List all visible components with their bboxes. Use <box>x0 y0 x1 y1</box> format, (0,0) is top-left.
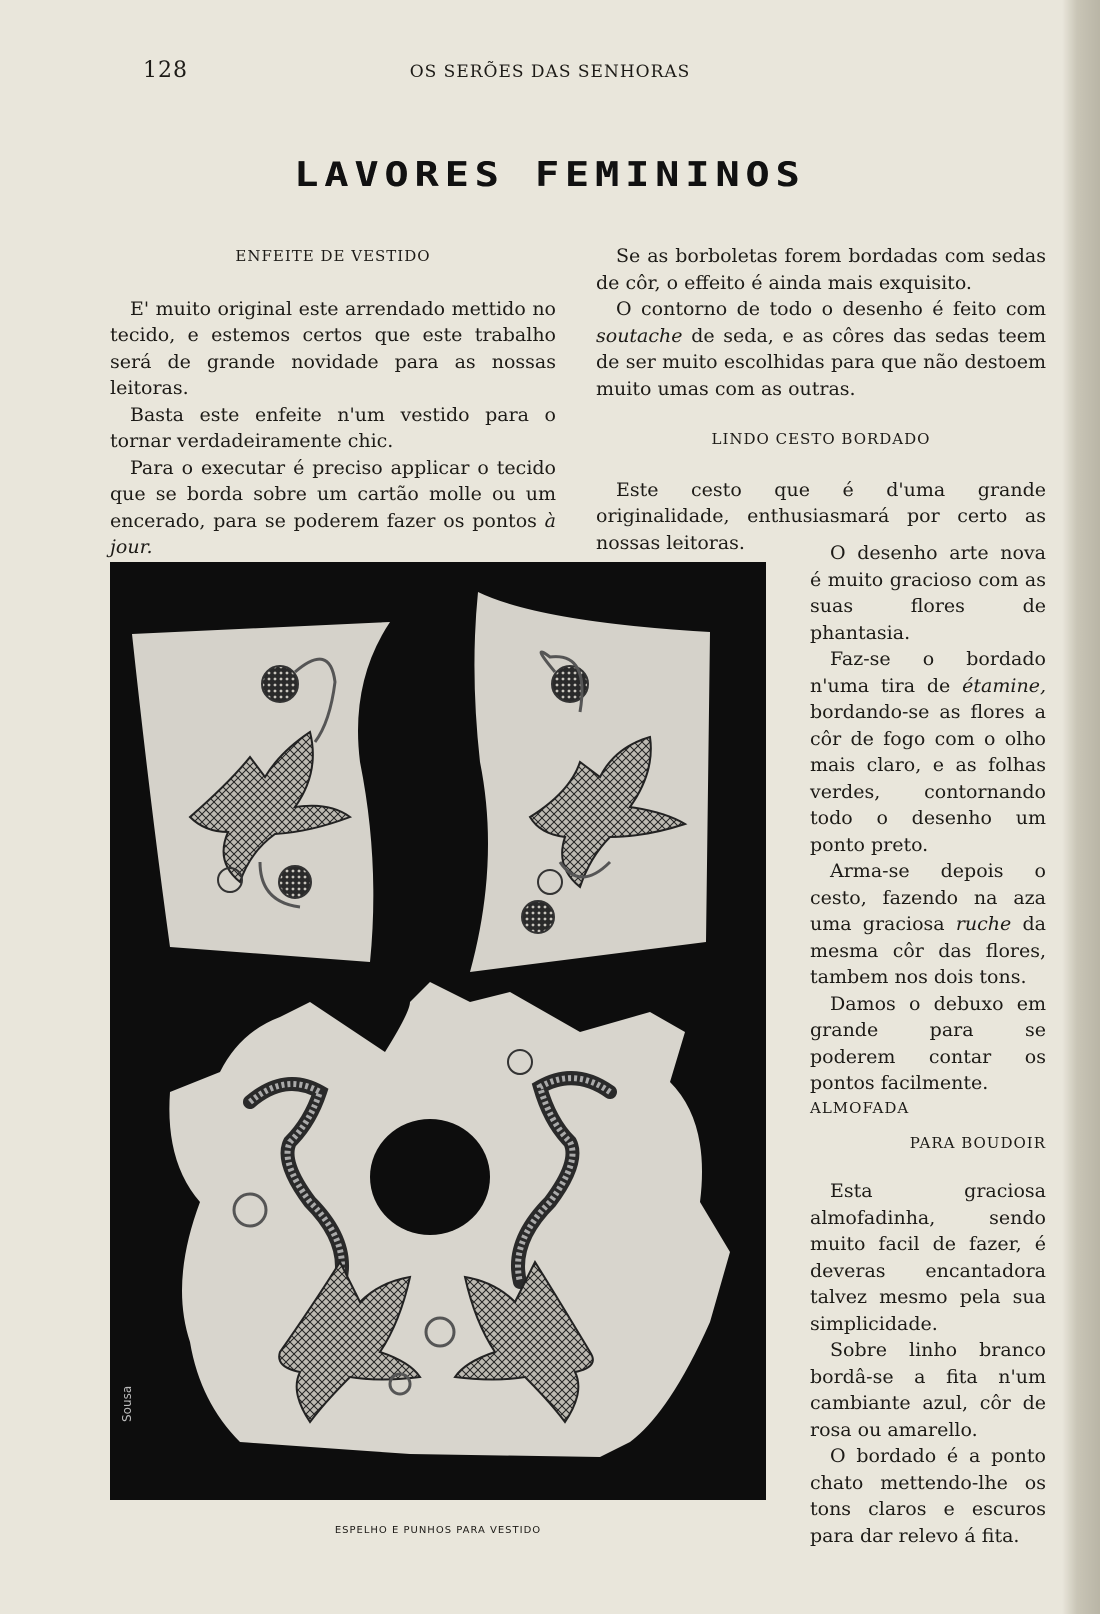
paragraph: O desenho arte nova é muito gracioso com as suas flores de phantasia. <box>810 542 1046 644</box>
cuff-right <box>470 592 710 972</box>
paragraph-text: Para o executar é preciso applicar o tecido que se borda sobre um cartão molle ou um encerado, para se poderem fazer os pontos <box>110 456 556 532</box>
paragraph-text: Faz-se o bordado n'uma tira de <box>810 648 1046 697</box>
left-column <box>110 243 556 561</box>
paragraph <box>110 455 556 561</box>
paragraph: Este cesto que é d'uma grande originalidade, enthusiasmará por certo as nossas leitoras. <box>596 478 1046 554</box>
paragraph: Sobre linho branco bordâ-se a fita n'um cambiante azul, côr de rosa ou amarello. <box>810 1339 1046 1441</box>
journal-title: OS SERÕES DAS SENHORAS <box>409 62 691 82</box>
paragraph: Se as borboletas forem bordadas com sedas de côr, o effeito é ainda mais exquisito. <box>596 245 1046 294</box>
italic-text: à jour. <box>110 509 556 558</box>
section-heading-enfeite: ENFEITE DE VESTIDO <box>235 247 431 265</box>
paragraph: Damos o debuxo em grande para se poderem contar os pontos facilmente. <box>810 992 1046 1094</box>
embroidery-illustration <box>110 562 766 1500</box>
embroidery-drawing <box>110 562 766 1500</box>
paragraph <box>810 646 1046 858</box>
paragraph-text: da mesma côr das flores, tambem nos dois tons. <box>810 913 1047 988</box>
narrow-column <box>810 540 1046 1097</box>
paragraph-text: Arma-se depois o cesto, fazendo na aza uma graciosa <box>810 860 1046 935</box>
italic-text: étamine, <box>962 674 1046 697</box>
italic-text: ruche <box>955 913 1012 935</box>
section-heading-almofada: ALMOFADA <box>810 1099 910 1117</box>
section-heading-cesto: LINDO CESTO BORDADO <box>711 430 931 448</box>
paragraph <box>810 858 1046 991</box>
running-header <box>0 58 1100 88</box>
section-subheading-boudoir: PARA BOUDOIR <box>909 1133 1046 1152</box>
paragraph-text: O contorno de todo o desenho é feito com <box>616 298 1046 320</box>
page-edge-shadow <box>1062 0 1100 1614</box>
paragraph-text: bordando-se as flores a côr de fogo com o olho mais claro, e as folhas verdes, contornando todo o desenho um ponto preto. <box>810 701 1046 856</box>
right-column <box>596 243 1046 556</box>
narrow-column-almofada <box>810 1095 1046 1549</box>
figure-caption: ESPELHO E PUNHOS PARA VESTIDO <box>334 1525 542 1536</box>
collar <box>169 982 730 1457</box>
paragraph <box>596 296 1046 402</box>
cuff-left <box>132 622 390 962</box>
artist-signature: Sousa <box>120 1385 134 1422</box>
paragraph: Esta graciosa almofadinha, sendo muito facil de fazer, é deveras encantadora talvez mesmo pela sua simplicidade. <box>810 1180 1046 1335</box>
paragraph-text: de seda, e as côres das sedas teem de ser muito escolhidas para que não destoem muito umas com as outras. <box>596 324 1046 400</box>
italic-text: soutache <box>596 324 683 347</box>
page-number: 128 <box>143 58 188 83</box>
paragraph: Basta este enfeite n'um vestido para o tornar verdadeiramente chic. <box>110 403 556 452</box>
paragraph: E' muito original este arrendado mettido no tecido, e estemos certos que este trabalho será de grande novidade para as nossas leitoras. <box>110 297 556 399</box>
paragraph: O bordado é a ponto chato mettendo-lhe os tons claros e escuros para dar relevo á fita. <box>810 1445 1046 1547</box>
page-title: LAVORES FEMININOS <box>294 155 806 195</box>
